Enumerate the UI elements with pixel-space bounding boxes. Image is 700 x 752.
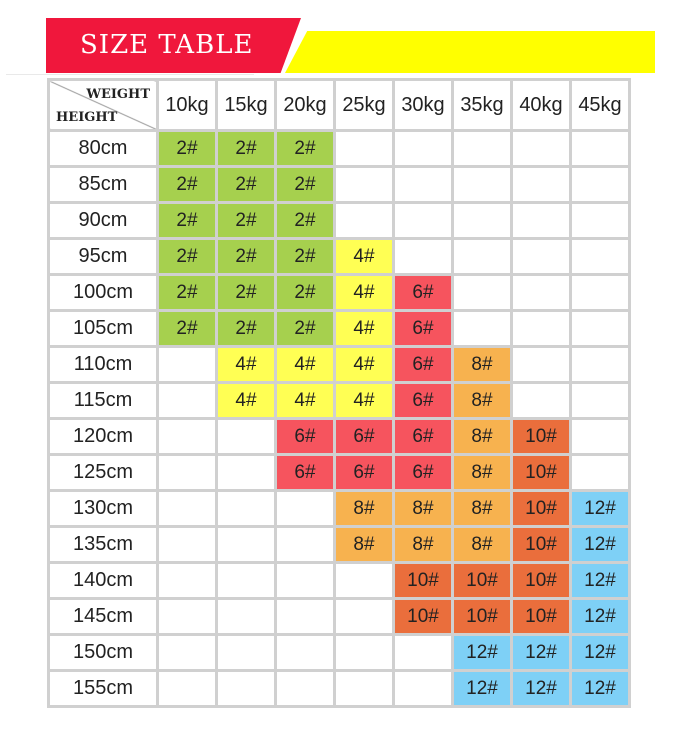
size-cell: 6# xyxy=(276,455,335,491)
height-axis-label: HEIGHT xyxy=(56,110,118,125)
empty-cell xyxy=(217,599,276,635)
empty-cell xyxy=(571,419,630,455)
size-table xyxy=(47,78,631,708)
height-row-label: 135cm xyxy=(49,527,158,563)
height-row-label: 85cm xyxy=(49,167,158,203)
empty-cell xyxy=(512,131,571,167)
empty-cell xyxy=(217,455,276,491)
empty-cell xyxy=(158,491,217,527)
empty-cell xyxy=(512,167,571,203)
empty-cell xyxy=(158,635,217,671)
weight-header-cell: 35kg xyxy=(453,80,512,131)
empty-cell xyxy=(512,275,571,311)
size-cell: 4# xyxy=(335,239,394,275)
size-cell: 2# xyxy=(158,203,217,239)
size-table-body xyxy=(49,131,630,707)
size-cell: 6# xyxy=(335,455,394,491)
size-cell: 6# xyxy=(394,311,453,347)
empty-cell xyxy=(335,635,394,671)
weight-header-cell: 25kg xyxy=(335,80,394,131)
empty-cell xyxy=(276,491,335,527)
empty-cell xyxy=(335,599,394,635)
empty-cell xyxy=(217,491,276,527)
size-cell: 6# xyxy=(335,419,394,455)
weight-header-cell: 40kg xyxy=(512,80,571,131)
empty-cell xyxy=(453,203,512,239)
size-cell: 2# xyxy=(158,311,217,347)
empty-cell xyxy=(217,419,276,455)
corner-header xyxy=(49,80,158,131)
empty-cell xyxy=(276,563,335,599)
size-cell: 10# xyxy=(512,599,571,635)
size-cell: 4# xyxy=(276,347,335,383)
size-cell: 10# xyxy=(512,455,571,491)
size-cell: 8# xyxy=(453,527,512,563)
empty-cell xyxy=(453,311,512,347)
size-cell: 6# xyxy=(394,419,453,455)
empty-cell xyxy=(394,203,453,239)
table-row xyxy=(49,635,630,671)
size-table-banner xyxy=(0,0,700,78)
height-row-label: 80cm xyxy=(49,131,158,167)
height-row-label: 110cm xyxy=(49,347,158,383)
empty-cell xyxy=(276,527,335,563)
empty-cell xyxy=(335,167,394,203)
table-row xyxy=(49,239,630,275)
height-row-label: 115cm xyxy=(49,383,158,419)
table-row xyxy=(49,383,630,419)
banner-underline xyxy=(6,74,254,75)
empty-cell xyxy=(158,419,217,455)
empty-cell xyxy=(158,455,217,491)
empty-cell xyxy=(571,167,630,203)
table-row xyxy=(49,275,630,311)
size-cell: 12# xyxy=(512,635,571,671)
table-row xyxy=(49,131,630,167)
size-cell: 2# xyxy=(276,131,335,167)
banner-yellow-block xyxy=(285,31,655,73)
weight-axis-label: WEIGHT xyxy=(86,87,150,102)
size-cell: 12# xyxy=(571,635,630,671)
empty-cell xyxy=(512,383,571,419)
size-cell: 6# xyxy=(394,383,453,419)
size-cell: 12# xyxy=(453,635,512,671)
height-row-label: 145cm xyxy=(49,599,158,635)
page-title: SIZE TABLE xyxy=(80,30,254,60)
empty-cell xyxy=(453,131,512,167)
empty-cell xyxy=(394,635,453,671)
empty-cell xyxy=(512,239,571,275)
size-cell: 4# xyxy=(217,347,276,383)
empty-cell xyxy=(158,347,217,383)
empty-cell xyxy=(217,527,276,563)
size-cell: 12# xyxy=(571,491,630,527)
height-row-label: 90cm xyxy=(49,203,158,239)
size-cell: 2# xyxy=(276,311,335,347)
weight-header-cell: 30kg xyxy=(394,80,453,131)
empty-cell xyxy=(276,635,335,671)
empty-cell xyxy=(453,275,512,311)
size-cell: 8# xyxy=(453,491,512,527)
empty-cell xyxy=(571,455,630,491)
empty-cell xyxy=(512,311,571,347)
table-row xyxy=(49,671,630,707)
size-cell: 2# xyxy=(276,275,335,311)
height-row-label: 125cm xyxy=(49,455,158,491)
table-row xyxy=(49,311,630,347)
height-row-label: 120cm xyxy=(49,419,158,455)
weight-header-row xyxy=(49,80,630,131)
height-row-label: 100cm xyxy=(49,275,158,311)
table-row xyxy=(49,599,630,635)
size-cell: 10# xyxy=(394,599,453,635)
size-cell: 2# xyxy=(217,203,276,239)
size-cell: 10# xyxy=(453,599,512,635)
table-row xyxy=(49,167,630,203)
weight-header-cell: 45kg xyxy=(571,80,630,131)
size-cell: 2# xyxy=(217,311,276,347)
empty-cell xyxy=(394,167,453,203)
size-cell: 4# xyxy=(335,275,394,311)
size-cell: 8# xyxy=(453,455,512,491)
empty-cell xyxy=(571,311,630,347)
size-cell: 8# xyxy=(453,419,512,455)
empty-cell xyxy=(158,599,217,635)
size-cell: 12# xyxy=(571,671,630,707)
empty-cell xyxy=(158,563,217,599)
size-cell: 2# xyxy=(158,167,217,203)
empty-cell xyxy=(217,563,276,599)
empty-cell xyxy=(335,131,394,167)
size-cell: 6# xyxy=(394,455,453,491)
table-row xyxy=(49,203,630,239)
height-row-label: 130cm xyxy=(49,491,158,527)
table-row xyxy=(49,455,630,491)
size-cell: 6# xyxy=(394,275,453,311)
size-cell: 8# xyxy=(453,383,512,419)
empty-cell xyxy=(158,527,217,563)
height-row-label: 155cm xyxy=(49,671,158,707)
table-row xyxy=(49,563,630,599)
size-cell: 6# xyxy=(394,347,453,383)
size-cell: 2# xyxy=(276,167,335,203)
empty-cell xyxy=(217,671,276,707)
weight-header-cell: 10kg xyxy=(158,80,217,131)
empty-cell xyxy=(276,671,335,707)
empty-cell xyxy=(394,671,453,707)
size-cell: 8# xyxy=(335,491,394,527)
size-cell: 10# xyxy=(512,419,571,455)
empty-cell xyxy=(512,203,571,239)
empty-cell xyxy=(394,239,453,275)
size-cell: 2# xyxy=(158,239,217,275)
empty-cell xyxy=(276,599,335,635)
empty-cell xyxy=(571,275,630,311)
height-row-label: 95cm xyxy=(49,239,158,275)
size-cell: 12# xyxy=(453,671,512,707)
size-cell: 10# xyxy=(394,563,453,599)
empty-cell xyxy=(571,131,630,167)
weight-header-cell: 15kg xyxy=(217,80,276,131)
weight-header-cell: 20kg xyxy=(276,80,335,131)
table-row xyxy=(49,419,630,455)
size-cell: 10# xyxy=(512,563,571,599)
size-cell: 2# xyxy=(217,131,276,167)
size-cell: 2# xyxy=(276,203,335,239)
size-cell: 4# xyxy=(276,383,335,419)
empty-cell xyxy=(394,131,453,167)
height-row-label: 140cm xyxy=(49,563,158,599)
empty-cell xyxy=(335,671,394,707)
empty-cell xyxy=(571,203,630,239)
size-cell: 8# xyxy=(335,527,394,563)
table-row xyxy=(49,347,630,383)
empty-cell xyxy=(158,671,217,707)
empty-cell xyxy=(453,167,512,203)
size-cell: 2# xyxy=(276,239,335,275)
size-cell: 4# xyxy=(335,347,394,383)
size-cell: 12# xyxy=(571,563,630,599)
empty-cell xyxy=(571,383,630,419)
empty-cell xyxy=(453,239,512,275)
size-cell: 8# xyxy=(453,347,512,383)
empty-cell xyxy=(217,635,276,671)
size-cell: 8# xyxy=(394,491,453,527)
empty-cell xyxy=(571,347,630,383)
size-cell: 2# xyxy=(217,239,276,275)
empty-cell xyxy=(158,383,217,419)
size-cell: 4# xyxy=(217,383,276,419)
empty-cell xyxy=(335,203,394,239)
size-cell: 6# xyxy=(276,419,335,455)
size-cell: 2# xyxy=(217,167,276,203)
size-cell: 8# xyxy=(394,527,453,563)
height-row-label: 105cm xyxy=(49,311,158,347)
size-cell: 2# xyxy=(217,275,276,311)
size-cell: 12# xyxy=(512,671,571,707)
empty-cell xyxy=(335,563,394,599)
size-cell: 12# xyxy=(571,527,630,563)
size-cell: 10# xyxy=(512,527,571,563)
table-row xyxy=(49,491,630,527)
size-cell: 10# xyxy=(512,491,571,527)
size-cell: 12# xyxy=(571,599,630,635)
size-cell: 4# xyxy=(335,311,394,347)
size-cell: 2# xyxy=(158,275,217,311)
empty-cell xyxy=(512,347,571,383)
empty-cell xyxy=(571,239,630,275)
size-cell: 10# xyxy=(453,563,512,599)
table-row xyxy=(49,527,630,563)
height-row-label: 150cm xyxy=(49,635,158,671)
size-cell: 4# xyxy=(335,383,394,419)
size-cell: 2# xyxy=(158,131,217,167)
